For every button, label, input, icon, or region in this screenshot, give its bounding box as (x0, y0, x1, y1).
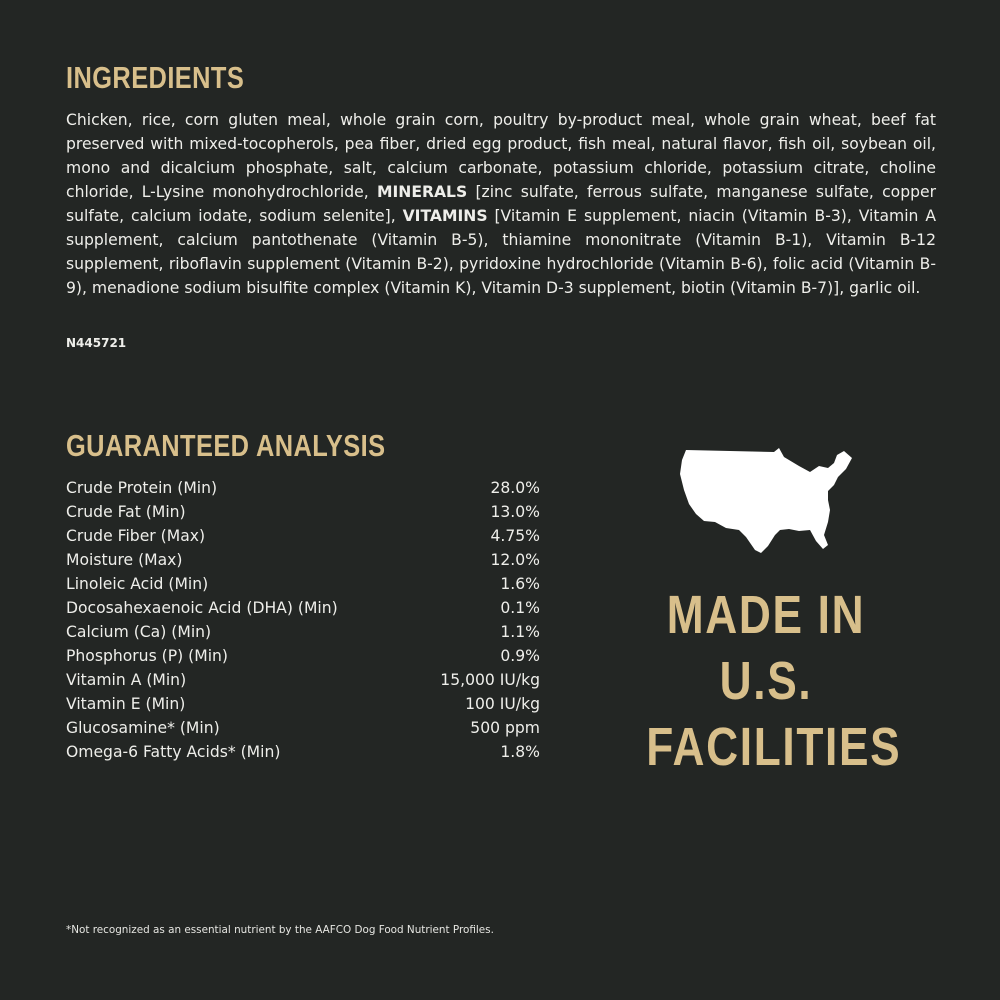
vitamins-text: [Vitamin E supplement, niacin (Vitamin B-3), Vitamin A supplement, calcium pantothenate (Vitamin B-5), thiamine mononitrate (Vitamin B-1), Vitamin B-12 supplement, riboflavin supplement (Vitamin B-2), pyridoxine hydrochloride (Vitamin B-6), folic acid (Vitamin B-9), menadione sodium bisulfite complex (Vitamin K), Vitamin D-3 supplement, biotin (Vitamin B-7)], garlic oil. (66, 207, 936, 297)
analysis-value: 1.1% (500, 623, 540, 641)
analysis-label: Crude Fat (Min) (66, 503, 186, 521)
guaranteed-analysis-heading: GUARANTEED ANALYSIS (66, 428, 386, 463)
minerals-text: [zinc sulfate, ferrous sulfate, manganese sulfate, copper sulfate, calcium iodate, sodium selenite], (66, 183, 937, 225)
guaranteed-analysis-table (66, 476, 540, 764)
usa-map-icon (678, 444, 856, 556)
analysis-label: Calcium (Ca) (Min) (66, 623, 212, 641)
analysis-value: 1.6% (500, 575, 540, 593)
footnote: *Not recognized as an essential nutrient by the AAFCO Dog Food Nutrient Profiles. (66, 924, 494, 936)
analysis-row (66, 668, 540, 692)
ingredients-heading: INGREDIENTS (66, 60, 245, 95)
analysis-row (66, 716, 540, 740)
ingredients-text: Chicken, rice, corn gluten meal, whole grain corn, poultry by-product meal, whole grain wheat, beef fat preserved with mixed-tocopherols, pea fiber, dried egg product, fish meal, natural flavor, fish oil, soybean oil, mono and dicalcium phosphate, salt, calcium carbonate, potassium chloride, potassium citrate, choline chloride, L-Lysine monohydrochloride, (66, 111, 936, 201)
analysis-label: Vitamin E (Min) (66, 695, 186, 713)
minerals-label: MINERALS (376, 183, 468, 201)
analysis-label: Glucosamine* (Min) (66, 719, 220, 737)
analysis-row (66, 644, 540, 668)
analysis-row (66, 476, 540, 500)
analysis-label: Docosahexaenoic Acid (DHA) (Min) (66, 599, 338, 617)
badge-line-2: U.S. (719, 651, 813, 711)
analysis-label: Crude Fiber (Max) (66, 527, 206, 545)
analysis-row (66, 524, 540, 548)
analysis-label: Crude Protein (Min) (66, 479, 218, 497)
vitamins-label: VITAMINS (402, 207, 488, 225)
analysis-row (66, 692, 540, 716)
analysis-label: Linoleic Acid (Min) (66, 575, 209, 593)
badge-line-3: FACILITIES (646, 717, 902, 777)
badge-line-1: MADE IN (666, 585, 866, 645)
analysis-value: 12.0% (490, 551, 540, 569)
analysis-value: 0.9% (500, 647, 540, 665)
analysis-label: Vitamin A (Min) (66, 671, 187, 689)
ingredients-list (66, 108, 936, 300)
analysis-row (66, 620, 540, 644)
analysis-row (66, 740, 540, 764)
analysis-row (66, 500, 540, 524)
product-code: N445721 (66, 336, 127, 350)
analysis-row (66, 548, 540, 572)
analysis-value: 15,000 IU/kg (440, 671, 540, 689)
analysis-value: 100 IU/kg (465, 695, 540, 713)
analysis-value: 500 ppm (470, 719, 540, 737)
analysis-row (66, 596, 540, 620)
made-in-usa-badge (620, 582, 912, 780)
analysis-value: 1.8% (500, 743, 540, 761)
analysis-value: 13.0% (490, 503, 540, 521)
analysis-label: Moisture (Max) (66, 551, 183, 569)
analysis-value: 28.0% (490, 479, 540, 497)
analysis-value: 0.1% (500, 599, 540, 617)
analysis-label: Phosphorus (P) (Min) (66, 647, 229, 665)
analysis-label: Omega-6 Fatty Acids* (Min) (66, 743, 281, 761)
analysis-row (66, 572, 540, 596)
analysis-value: 4.75% (490, 527, 540, 545)
